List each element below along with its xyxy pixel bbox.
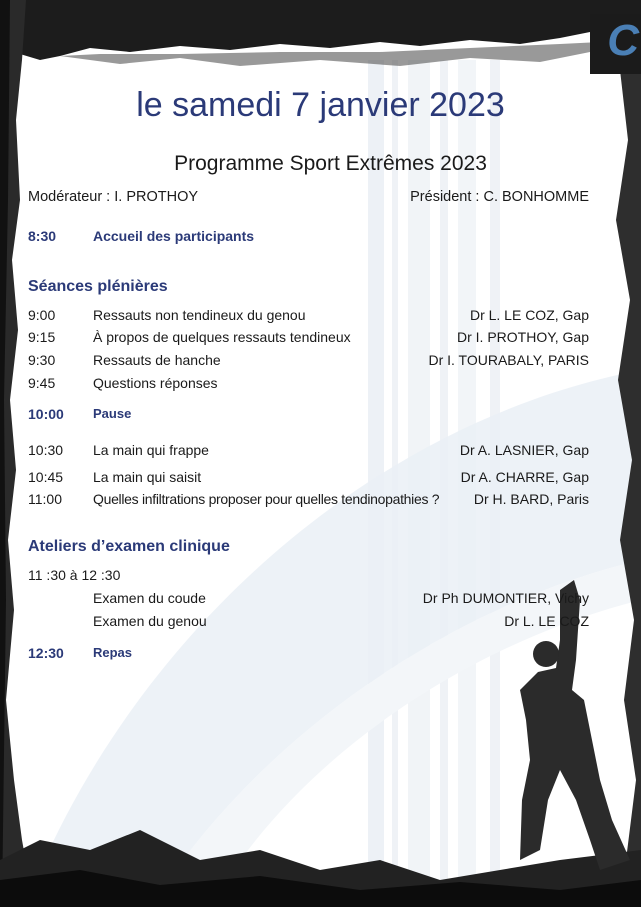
row-title: La main qui saisit — [93, 469, 202, 485]
section-heading-plenary: Séances plénières — [28, 278, 168, 295]
row-time: 11:00 — [28, 491, 62, 507]
row-title: Ressauts non tendineux du genou — [93, 307, 306, 323]
welcome-title: Accueil des participants — [93, 228, 255, 244]
pause-time: 10:00 — [28, 406, 64, 422]
lunch-time: 12:30 — [28, 645, 64, 661]
row-time: 9:45 — [28, 375, 56, 391]
row-title: Ressauts de hanche — [93, 352, 221, 368]
row-title: Examen du genou — [93, 613, 207, 629]
row-title: Questions réponses — [93, 375, 218, 391]
lunch-title: Repas — [93, 645, 133, 660]
workshop-time-range: 11 :30 à 12 :30 — [28, 567, 121, 583]
row-title: La main qui frappe — [93, 442, 209, 458]
row-speaker: Dr I. PROTHOY, Gap — [457, 329, 589, 345]
row-speaker: Dr I. TOURABALY, PARIS — [428, 352, 589, 368]
page-title-date: le samedi 7 janvier 2023 — [136, 86, 505, 124]
row-title: À propos de quelques ressauts tendineux — [93, 329, 351, 345]
row-speaker: Dr L. LE COZ — [504, 613, 589, 629]
welcome-time: 8:30 — [28, 228, 57, 244]
row-speaker: Dr A. CHARRE, Gap — [460, 469, 589, 485]
row-time: 10:30 — [28, 442, 64, 458]
row-speaker: Dr H. BARD, Paris — [473, 491, 589, 507]
row-speaker: Dr L. LE COZ, Gap — [469, 307, 589, 323]
row-title: Quelles infiltrations proposer pour quelles tendinopathies ? — [93, 491, 440, 507]
row-time: 9:15 — [28, 329, 56, 345]
row-time: 9:30 — [28, 352, 56, 368]
row-speaker: Dr Ph DUMONTIER, Vichy — [422, 590, 589, 606]
section-heading-workshops: Ateliers d’examen clinique — [28, 538, 230, 555]
row-time: 10:45 — [28, 469, 64, 485]
corner-logo-text: C — [607, 16, 639, 65]
president-label: Président : C. BONHOMME — [410, 189, 589, 205]
programme-title: Programme Sport Extrêmes 2023 — [174, 152, 487, 175]
row-time: 9:00 — [28, 307, 56, 323]
row-title: Examen du coude — [93, 590, 206, 606]
moderator-label: Modérateur : I. PROTHOY — [28, 189, 199, 205]
row-speaker: Dr A. LASNIER, Gap — [459, 442, 589, 458]
pause-title: Pause — [93, 406, 132, 421]
